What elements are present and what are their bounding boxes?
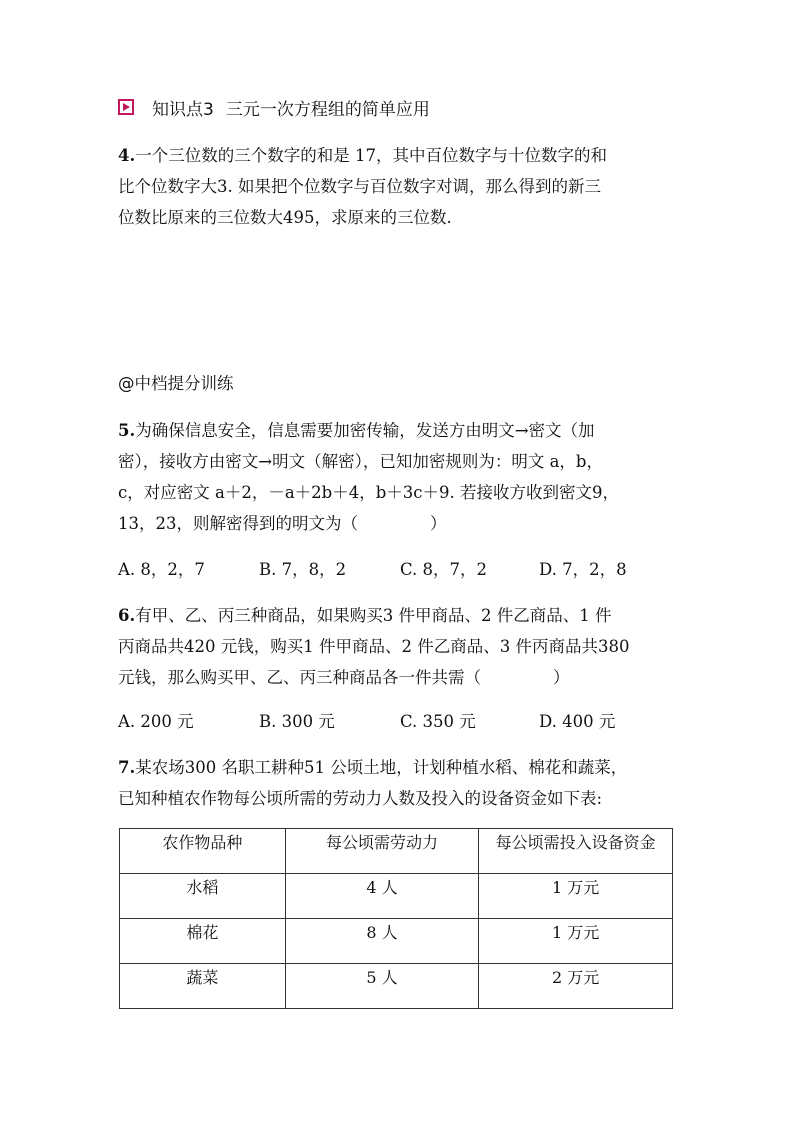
table-cell: 棉花 — [120, 919, 286, 964]
table-header-cell: 农作物品种 — [120, 829, 286, 874]
question-5-text-4: 13，23，则解密得到的明文为（ — [118, 514, 358, 533]
table-row — [120, 919, 673, 964]
question-6-line-2: 丙商品共420 元钱，购买1 件甲商品、2 件乙商品、3 件丙商品共380 — [118, 637, 630, 656]
choice-b[interactable]: B. 300 元 — [259, 712, 335, 731]
question-6-line-3 — [118, 662, 688, 693]
table-cell: 1 万元 — [479, 919, 673, 964]
question-4-line-2: 比个位数字大3. 如果把个位数字与百位数字对调，那么得到的新三 — [118, 177, 601, 196]
table-header-row — [120, 829, 673, 874]
section-subheading: @中档提分训练 — [118, 374, 234, 393]
question-7 — [118, 752, 698, 814]
play-triangle-icon — [118, 99, 134, 115]
table-cell: 水稻 — [120, 874, 286, 919]
question-5-paren-close: ） — [430, 514, 447, 533]
question-5-line-1 — [118, 415, 688, 446]
table-cell: 8 人 — [285, 919, 479, 964]
question-6 — [118, 600, 688, 693]
table-cell: 5 人 — [285, 964, 479, 1009]
table-header-cell: 每公顷需劳动力 — [285, 829, 479, 874]
section-heading — [118, 94, 430, 120]
choice-a[interactable]: A. 200 元 — [118, 712, 194, 731]
table-cell: 4 人 — [285, 874, 479, 919]
question-5-number: 5. — [118, 421, 136, 440]
choice-c[interactable]: C. 350 元 — [400, 712, 476, 731]
choice-c[interactable]: C. 8，7，2 — [400, 560, 488, 579]
question-6-text-1: 有甲、乙、丙三种商品，如果购买3 件甲商品、2 件乙商品、1 件 — [135, 606, 612, 625]
crop-table — [119, 828, 673, 1009]
question-7-number: 7. — [118, 758, 136, 777]
question-5-choices — [118, 556, 718, 584]
question-5-text-1: 为确保信息安全，信息需要加密传输，发送方由明文→密文（加 — [135, 421, 595, 440]
table-header-cell: 每公顷需投入设备资金 — [479, 829, 673, 874]
question-7-text-1: 某农场300 名职工耕种51 公顷土地，计划种植水稻、棉花和蔬菜， — [135, 758, 628, 777]
table-cell: 1 万元 — [479, 874, 673, 919]
question-7-line-1 — [118, 752, 698, 783]
choice-d[interactable]: D. 7，2，8 — [539, 560, 627, 579]
question-5-line-4 — [118, 508, 688, 539]
choice-a[interactable]: A. 8，2，7 — [118, 560, 205, 579]
question-4 — [118, 140, 688, 233]
question-7-line-2: 已知种植农作物每公顷所需的劳动力人数及投入的设备资金如下表: — [118, 789, 603, 808]
question-5-line-3: c，对应密文 a＋2，－a＋2b＋4，b＋3c＋9. 若接收方收到密文9， — [118, 483, 620, 502]
question-6-number: 6. — [118, 606, 136, 625]
question-6-paren-close: ） — [553, 668, 570, 687]
choice-d[interactable]: D. 400 元 — [539, 712, 616, 731]
table-row — [120, 964, 673, 1009]
table-cell: 蔬菜 — [120, 964, 286, 1009]
question-5-line-2: 密），接收方由密文→明文（解密），已知加密规则为：明文 a，b， — [118, 452, 603, 471]
question-4-text-1: 一个三位数的三个数字的和是 17，其中百位数字与十位数字的和 — [135, 146, 607, 165]
question-5 — [118, 415, 688, 539]
question-4-line-3: 位数比原来的三位数大495，求原来的三位数. — [118, 208, 452, 227]
question-4-line-1 — [118, 140, 688, 171]
knowledge-point-label: 知识点3 — [152, 99, 214, 120]
question-6-text-3: 元钱，那么购买甲、乙、丙三种商品各一件共需（ — [118, 668, 481, 687]
question-6-line-1 — [118, 600, 688, 631]
table-cell: 2 万元 — [479, 964, 673, 1009]
choice-b[interactable]: B. 7，8，2 — [259, 560, 347, 579]
question-6-choices — [118, 708, 718, 736]
table-row — [120, 874, 673, 919]
question-4-number: 4. — [118, 146, 136, 165]
knowledge-point-title: 三元一次方程组的简单应用 — [225, 99, 430, 120]
